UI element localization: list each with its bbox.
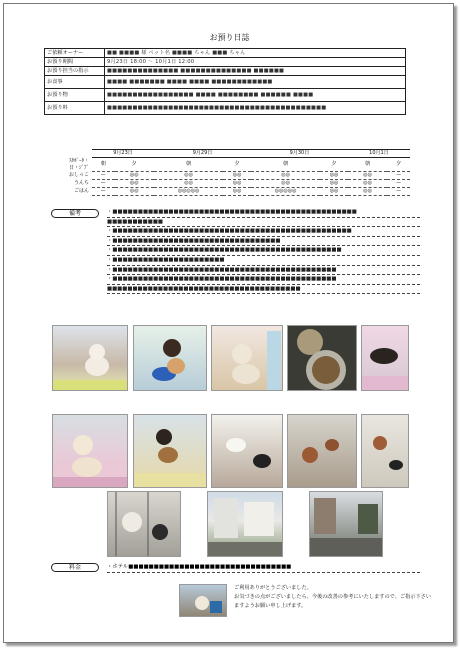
note-line: ・■■■■■■■■■■■■■■■■■■■■■■■■■■■■■■■■■■■■■■■■■■■■	[107, 266, 420, 276]
closing-line-1: ご利用ありがとうございました。	[234, 585, 312, 591]
schedule-slots-row	[60, 158, 410, 172]
info-row	[45, 67, 406, 76]
photo-dog-4	[361, 325, 409, 391]
schedule-date: 9月30日	[251, 150, 348, 158]
schedule-cell: —	[387, 188, 410, 196]
photo-dog-6	[133, 414, 207, 488]
schedule-cell: —	[92, 172, 115, 180]
info-key: お預り料	[45, 102, 105, 115]
dog-photo-icon	[134, 415, 207, 488]
schedule-cell: ◎◎	[348, 172, 387, 180]
schedule-cell: ◎◎	[348, 188, 387, 196]
note-line: ・■■■■■■■■■■■■■■■■■■■■■■■■■■■■■■■■■■■■■■■■■■■■■	[107, 246, 420, 256]
info-row	[45, 102, 406, 115]
info-key: お預り期間	[45, 58, 105, 67]
info-key: お預り物	[45, 89, 105, 102]
photo-street-1	[207, 491, 283, 557]
schedule-slot: 夕	[387, 158, 410, 172]
schedule-slot: 夕	[320, 158, 348, 172]
photo-dog-2	[133, 325, 207, 391]
dog-photo-icon	[212, 326, 283, 391]
note-line: ■■■■■■■■■■■■■■■■■■■■■■■■■■■■■■■■■■■■■■	[107, 285, 420, 295]
schedule-cell: ◎◎	[115, 172, 154, 180]
note-line: ・■■■■■■■■■■■■■■■■■■■■■■■■■■■■■■■■■■■■■■■■■■■■■■■■	[107, 208, 420, 218]
info-value: ■■■■■■■■■■■■■■■■■ ■■■■ ■■■■■■■■ ■■■■■■ ■■■■	[105, 89, 406, 102]
schedule-cell: ◎◎	[320, 180, 348, 188]
schedule-date: 10月1日	[348, 150, 410, 158]
info-row	[45, 49, 406, 58]
schedule-cell: ◎◎	[223, 180, 251, 188]
dog-photo-icon	[362, 326, 409, 391]
schedule-cell: —	[92, 188, 115, 196]
dog-photo-icon	[288, 415, 357, 488]
info-row	[45, 89, 406, 102]
schedule-cell: ◎◎	[320, 188, 348, 196]
info-row	[45, 58, 406, 67]
notes-label: 備考	[51, 209, 99, 218]
schedule-slot: 夕	[115, 158, 154, 172]
info-value: ■■ ■■■■ 様 ペット名 ■■■■ ちゃん ■■■ ちゃん	[105, 49, 406, 58]
schedule-cell: ◎◎	[251, 180, 320, 188]
schedule-slot: 朝	[348, 158, 387, 172]
note-line: ■■■■■■■■■■■	[107, 218, 420, 228]
dog-photo-icon	[180, 585, 227, 617]
street-photo-icon	[208, 492, 283, 557]
photo-dogs-outdoor-2	[287, 414, 357, 488]
note-line: ・■■■■■■■■■■■■■■■■■■■■■■	[107, 256, 420, 266]
schedule-cell: —	[387, 172, 410, 180]
info-table	[44, 48, 406, 115]
schedule-dates-row	[60, 150, 410, 158]
schedule-cell: ◎◎	[223, 172, 251, 180]
fee-label: 料金	[51, 563, 99, 572]
info-key: お食事	[45, 76, 105, 89]
food-bowl-icon	[288, 326, 357, 391]
schedule-cell: —	[387, 180, 410, 188]
photo-dog-5	[52, 414, 128, 488]
document-page	[3, 3, 454, 643]
photo-street-2	[309, 491, 383, 557]
schedule-cell: ◎◎◎◎◎	[251, 188, 320, 196]
dog-photo-icon	[134, 326, 207, 391]
schedule-row	[60, 180, 410, 188]
info-row	[45, 76, 406, 89]
info-key: お預り担当の指示	[45, 67, 105, 76]
schedule-cell: ◎◎	[154, 172, 223, 180]
schedule-row	[60, 172, 410, 180]
schedule-date: 9月23日	[92, 150, 154, 158]
photo-food	[287, 325, 357, 391]
schedule-slot: 朝	[92, 158, 115, 172]
schedule-cell: ◎◎	[251, 172, 320, 180]
info-value: ■■■■■■■■■■■■■■ ■■■■■■■■■■■■■■ ■■■■■■	[105, 67, 406, 76]
schedule-row	[60, 188, 410, 196]
schedule-cell: ◎◎	[115, 180, 154, 188]
schedule-row-label: おしっこ	[68, 172, 89, 178]
schedule-slot: 朝	[154, 158, 223, 172]
photo-dog-1	[52, 325, 128, 391]
schedule-table	[60, 149, 410, 196]
schedule-cell: ◎◎	[223, 188, 251, 196]
schedule-cell: ◎◎	[115, 188, 154, 196]
closing-message	[234, 584, 434, 611]
dog-photo-icon	[108, 492, 181, 557]
schedule-slot: 夕	[223, 158, 251, 172]
closing-line-2: お気づきの点がございましたら、今後の改善の参考にいたしますので、ご指示下さいますようお願い申し上げます。	[234, 594, 432, 609]
schedule-cell: ◎◎	[320, 172, 348, 180]
dog-photo-icon	[212, 415, 283, 488]
note-line: ・■■■■■■■■■■■■■■■■■■■■■■■■■■■■■■■■■■■■■■■■■■■■■■■	[107, 227, 420, 237]
dog-photo-icon	[362, 415, 409, 488]
schedule-cell: ◎◎◎◎◎	[154, 188, 223, 196]
page-title: お預り日誌	[209, 33, 250, 42]
note-line: ・■■■■■■■■■■■■■■■■■■■■■■■■■■■■■■■■■■■■■■■■■■■■	[107, 275, 420, 285]
schedule-cell: ◎◎	[154, 180, 223, 188]
info-value: ■■■■ ■■■■■■■ ■■■■ ■■■■ ■■■■■■■■■■■■	[105, 76, 406, 89]
photo-dogs-cage	[107, 491, 181, 557]
info-value: ■■■■■■■■■■■■■■■■■■■■■■■■■■■■■■■■■■■■■■■■■■■	[105, 102, 406, 115]
schedule-date: 9月29日	[154, 150, 251, 158]
schedule-header-label: ｽﾀﾎﾟｰﾀ・日・ｼﾞﾌﾟ	[68, 157, 89, 171]
fee-line: ・ホテル■■■■■■■■■■■■■■■■■■■■■■■■■■■■■■■■	[107, 563, 420, 573]
info-value: 9月23日 18:00 〜 10月1日 12:00	[105, 58, 406, 67]
dog-photo-icon	[53, 326, 128, 391]
notes-list	[107, 208, 420, 294]
schedule-cell: —	[92, 180, 115, 188]
schedule-row-label: うんち	[73, 180, 89, 186]
schedule-slot: 朝	[251, 158, 320, 172]
photo-dogs-outdoor-1	[211, 414, 283, 488]
photo-dog-3	[211, 325, 283, 391]
note-line: ・■■■■■■■■■■■■■■■■■■■■■■■■■■■■■■■■■	[107, 237, 420, 247]
schedule-cell: ◎◎	[348, 180, 387, 188]
photo-thumbnail	[179, 584, 227, 617]
info-key: ご依頼オーナー	[45, 49, 105, 58]
photo-dogs-outdoor-3	[361, 414, 409, 488]
schedule-row-label: ごはん	[73, 188, 89, 194]
dog-photo-icon	[53, 415, 128, 488]
street-photo-icon	[310, 492, 383, 557]
